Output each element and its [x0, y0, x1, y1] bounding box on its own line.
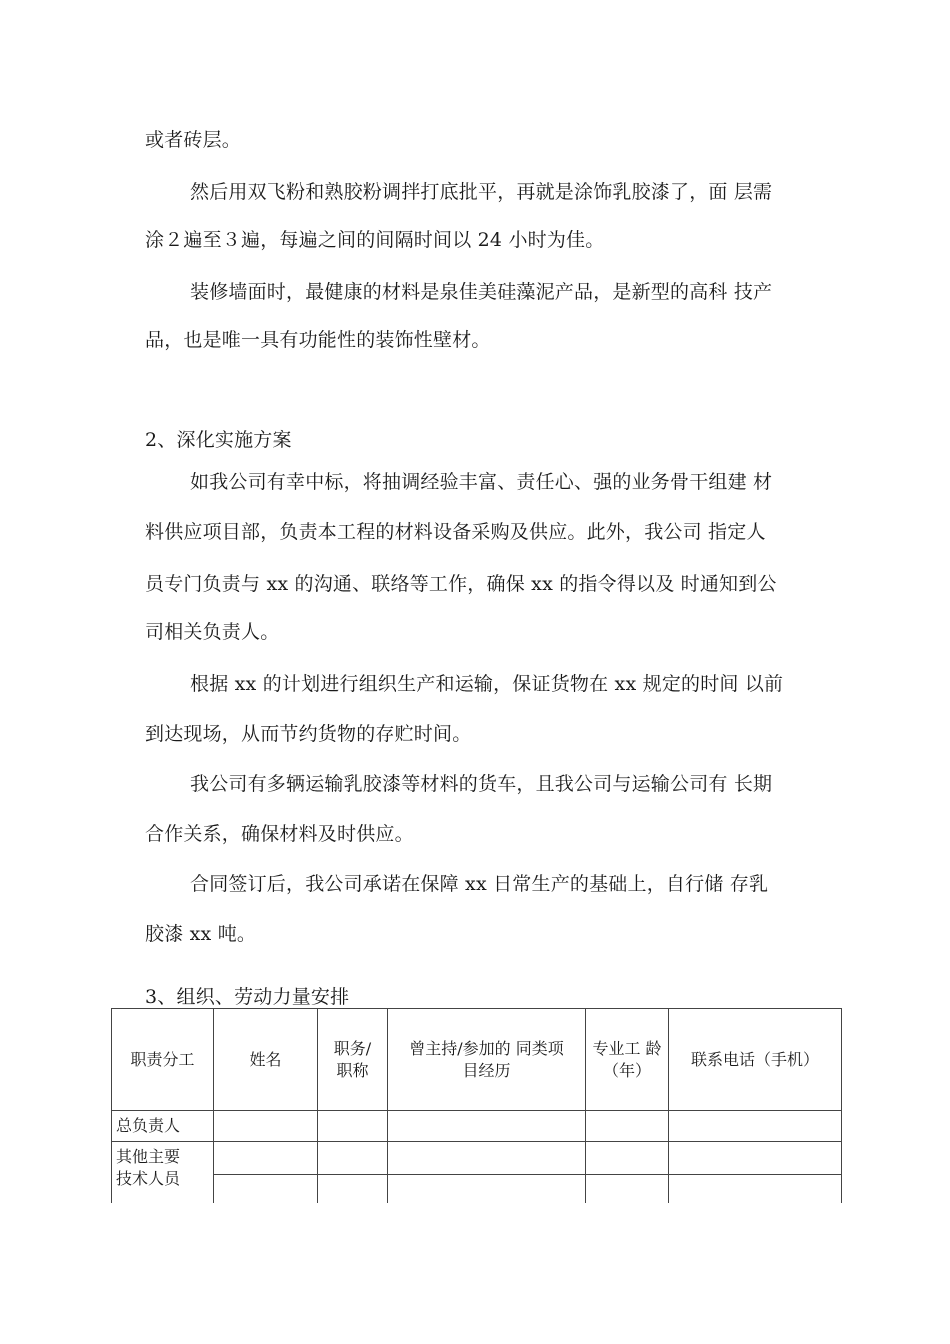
table-cell — [214, 1142, 318, 1175]
table-cell — [318, 1111, 388, 1142]
table-cell — [318, 1175, 388, 1204]
header-label: 曾主持/参加的 同类项 — [409, 1038, 564, 1058]
body-text-line: 或者砖层。 — [145, 129, 242, 151]
section-heading: 2、深化实施方案 — [145, 429, 292, 451]
table-header-cell — [586, 1009, 669, 1111]
table-cell — [214, 1175, 318, 1204]
table-cell — [388, 1111, 586, 1142]
table-cell — [669, 1142, 842, 1175]
body-text-line: 到达现场，从而节约货物的存贮时间。 — [145, 723, 472, 745]
table-header-cell — [669, 1009, 842, 1111]
row-label: 总负责人 — [116, 1116, 181, 1135]
table-header-cell — [112, 1009, 214, 1111]
table-row — [112, 1175, 842, 1204]
section-heading: 3、组织、劳动力量安排 — [145, 986, 350, 1008]
body-text-line: 涂２遍至３遍，每遍之间的间隔时间以 24 小时为佳。 — [145, 229, 605, 251]
table-cell — [214, 1111, 318, 1142]
table-cell — [388, 1175, 586, 1204]
table-row — [112, 1111, 842, 1142]
table-cell — [112, 1111, 214, 1142]
body-text-line: 司相关负责人。 — [145, 621, 280, 643]
header-label: 职责分工 — [130, 1049, 195, 1069]
header-label: 职称 — [336, 1060, 369, 1080]
table-row — [112, 1142, 842, 1175]
body-text-line: 胶漆 xx 吨。 — [145, 923, 257, 945]
row-label: 其他主要 — [116, 1147, 181, 1166]
header-label: 职务/ — [333, 1038, 372, 1058]
body-text-line: 料供应项目部，负责本工程的材料设备采购及供应。此外，我公司 指定人 — [145, 521, 766, 543]
table-cell — [586, 1142, 669, 1175]
table-cell — [112, 1142, 214, 1204]
body-text-line: 如我公司有幸中标，将抽调经验丰富、责任心、强的业务骨干组建 材 — [190, 471, 773, 493]
table-cell — [586, 1175, 669, 1204]
table-header-row — [112, 1009, 842, 1111]
body-text-line: 然后用双飞粉和熟胶粉调拌打底批平，再就是涂饰乳胶漆了，面 层需 — [190, 181, 773, 203]
body-text-line: 合同签订后，我公司承诺在保障 xx 日常生产的基础上，自行储 存乳 — [190, 873, 769, 895]
table-header-cell — [388, 1009, 586, 1111]
body-text-line: 我公司有多辆运输乳胶漆等材料的货车，且我公司与运输公司有 长期 — [190, 773, 773, 795]
table-cell — [669, 1111, 842, 1142]
table-header-cell — [214, 1009, 318, 1111]
table-cell — [586, 1111, 669, 1142]
header-label: （年） — [602, 1060, 651, 1080]
body-text-line: 品，也是唯一具有功能性的装饰性壁材。 — [145, 329, 491, 351]
row-label: 技术人员 — [116, 1169, 181, 1188]
header-label: 目经历 — [462, 1060, 511, 1080]
body-text-line: 合作关系，确保材料及时供应。 — [145, 823, 414, 845]
header-label: 专业工 龄 — [592, 1038, 662, 1058]
body-text-line: 装修墙面时，最健康的材料是泉佳美硅藻泥产品，是新型的高科 技产 — [190, 281, 773, 303]
table-cell — [318, 1142, 388, 1175]
table-cell — [669, 1175, 842, 1204]
body-text-line: 根据 xx 的计划进行组织生产和运输，保证货物在 xx 规定的时间 以前 — [190, 673, 784, 695]
table-header-cell — [318, 1009, 388, 1111]
table-cell — [388, 1142, 586, 1175]
staff-table — [111, 1008, 842, 1203]
header-label: 姓名 — [249, 1049, 282, 1069]
header-label: 联系电话（手机） — [690, 1049, 819, 1069]
body-text-line: 员专门负责与 xx 的沟通、联络等工作，确保 xx 的指令得以及 时通知到公 — [145, 573, 777, 595]
